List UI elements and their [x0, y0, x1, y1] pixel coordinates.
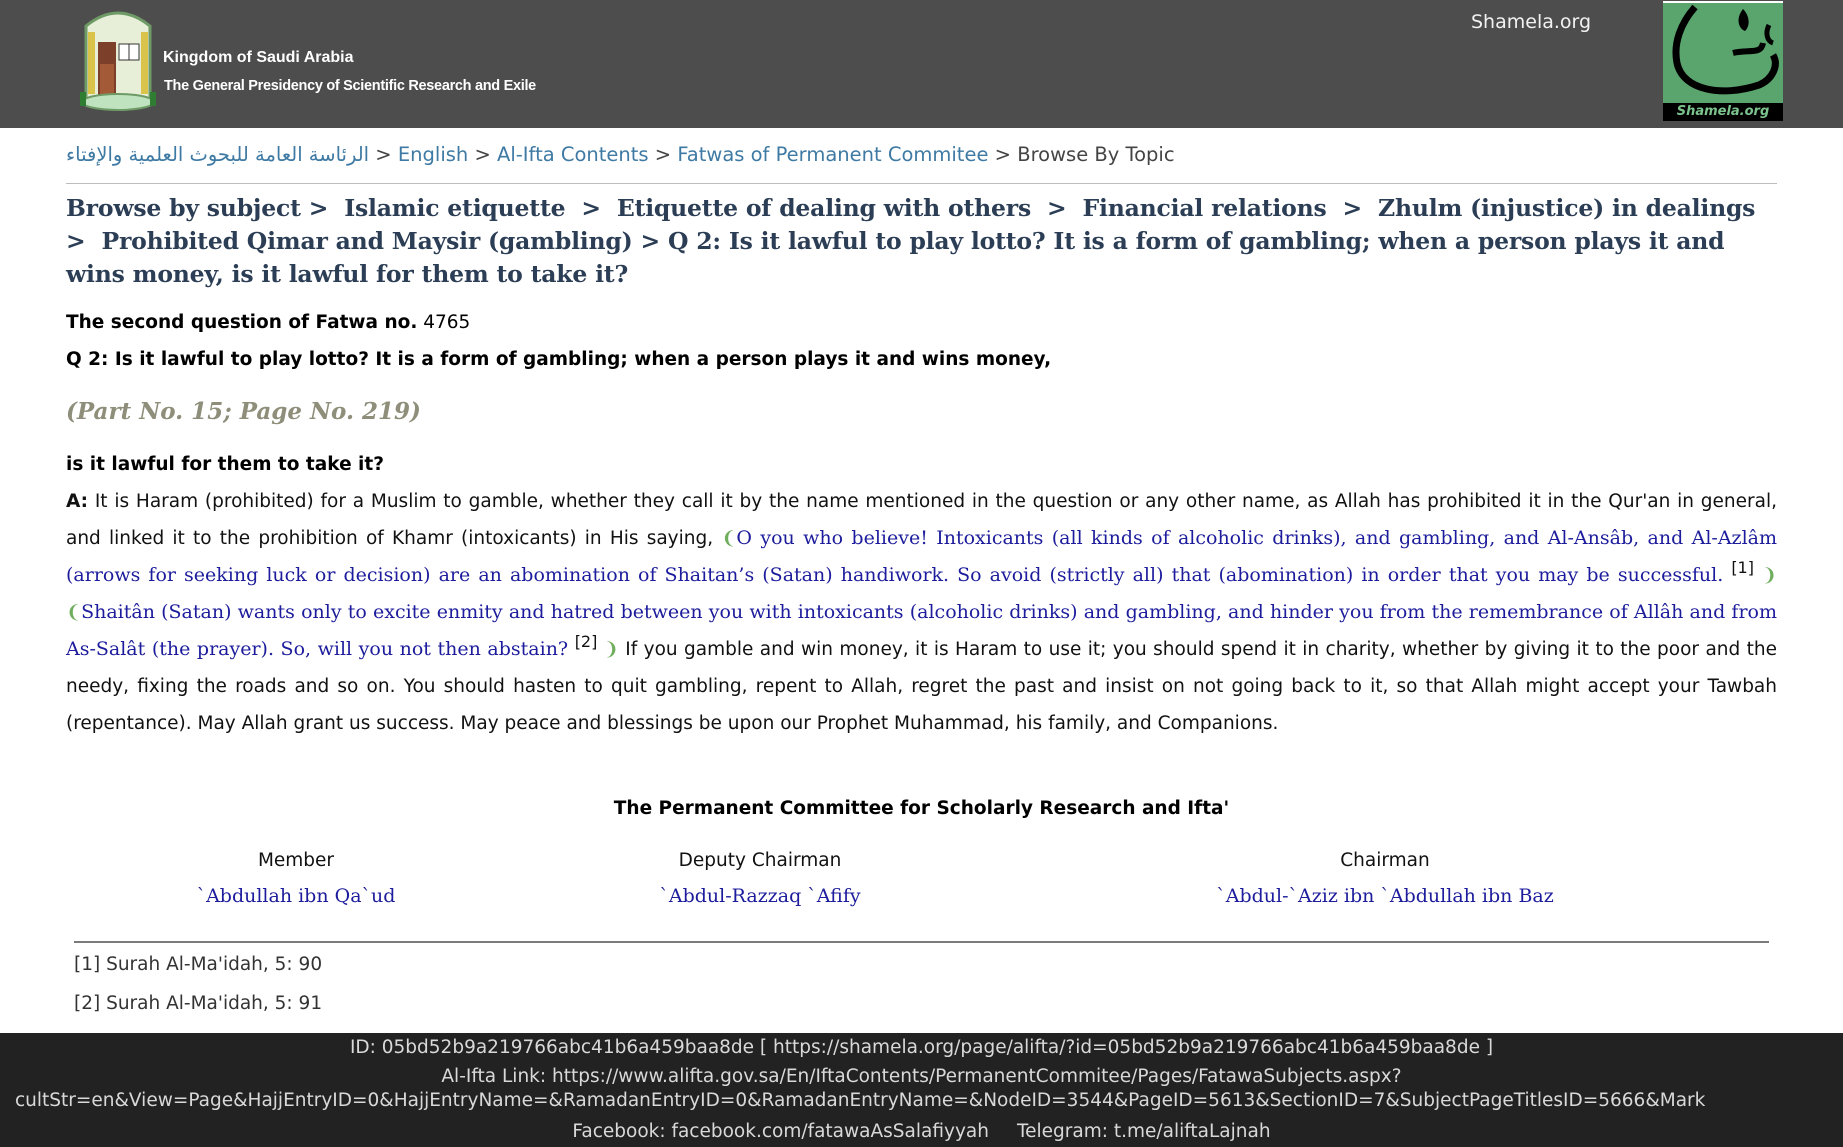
page-reference: (Part No. 15; Page No. 219) [66, 398, 421, 425]
answer-label: A: [66, 491, 89, 512]
signatory-name[interactable]: `Abdul-Razzaq `Afify [659, 885, 861, 907]
signatory-role: Member [257, 850, 335, 871]
footnote-ref-2[interactable]: [2] [574, 632, 598, 651]
subject-separator: > [66, 227, 94, 255]
fatwa-number-label: The second question of Fatwa no. [66, 312, 418, 333]
footnotes-divider [74, 941, 1769, 943]
breadcrumb-separator: > [468, 143, 498, 166]
breadcrumb-separator: > [648, 143, 678, 166]
signatory-deputy-chairman [630, 850, 890, 907]
quran-bracket-close-icon: ❩ [603, 639, 619, 660]
signatory-member [166, 850, 426, 907]
answer-intro: It is Haram (prohibited) for a Muslim to gamble, whether they call it by the name mentioned in the question or any other name, as Allah has prohibited it in the Qur'an in general, and linked it to the prohibition of Khamr (intoxicants) in His saying, [66, 491, 1777, 549]
footer-alifta-link-line1[interactable]: Al-Ifta Link: https://www.alifta.gov.sa/En/IftaContents/PermanentCommitee/Pages/FatawaSubjects.aspx? [441, 1066, 1402, 1087]
page-footer [0, 1033, 1843, 1147]
subject-separator: > [308, 194, 329, 222]
quran-bracket-open-icon: ❨ [721, 528, 737, 549]
breadcrumb-separator: > [988, 143, 1018, 166]
signatory-name[interactable]: `Abdul-`Aziz ibn `Abdullah ibn Baz [1216, 885, 1554, 907]
fatwa-number-line [66, 312, 470, 333]
subject-separator: > [1039, 194, 1075, 222]
breadcrumb-arabic-home[interactable]: الرئاسة العامة للبحوث العلمية والإفتاء [66, 143, 370, 166]
answer-rest: If you gamble and win money, it is Haram to use it; you should spend it in charity, whether by giving it to the poor and the needy, fixing the roads and so on. You should hasten to quit gambling, repent to Allah, regret the past and insist on not going back to it, so that Allah might accept your Tawbah (repentance). May Allah grant us success. May peace and blessings be upon our Prophet Muhammad, his family, and Companions. [66, 639, 1778, 734]
footer-social-links [0, 1121, 1843, 1142]
subject-separator: > [573, 194, 609, 222]
breadcrumb-english[interactable]: English [397, 143, 469, 166]
subject-browse-by-subject[interactable]: Browse by subject [66, 194, 301, 222]
site-header [0, 0, 1843, 128]
signatory-role: Chairman [1340, 850, 1430, 871]
subject-zhulm-in-dealings[interactable]: Zhulm (injustice) in dealings [1378, 194, 1756, 222]
signatory-chairman [1160, 850, 1610, 907]
subject-financial-relations[interactable]: Financial relations [1082, 194, 1327, 222]
footer-telegram-link[interactable]: Telegram: t.me/aliftaLajnah [1016, 1121, 1271, 1142]
footer-facebook-link[interactable]: Facebook: facebook.com/fatawaAsSalafiyyah [572, 1121, 989, 1142]
question-part-2: is it lawful for them to take it? [66, 454, 384, 475]
answer-body [66, 483, 1777, 742]
footer-alifta-link-line2[interactable]: cultStr=en&View=Page&HajjEntryID=0&HajjEntryName=&RamadanEntryID=0&RamadanEntryName=&NodeID=3544&PageID=5613&SectionID=7&SubjectPageTitlesID=5666&Mark [15, 1090, 1706, 1111]
subject-path [66, 192, 1777, 291]
breadcrumb-fatwas-permanent-committee[interactable]: Fatwas of Permanent Commitee [677, 143, 989, 166]
shamela-calligraphy-icon [1663, 3, 1783, 105]
shamela-site-link[interactable]: Shamela.org [1471, 11, 1592, 33]
footnote-ref-1[interactable]: [1] [1731, 558, 1754, 577]
footnote-2: [2] Surah Al-Ma'idah, 5: 91 [74, 993, 323, 1014]
breadcrumb-alifta-contents[interactable]: Al-Ifta Contents [497, 143, 649, 166]
quran-bracket-mid-icon: ❩❨ [66, 565, 1777, 623]
question-part-1: Q 2: Is it lawful to play lotto? It is a form of gambling; when a person plays it and wins money, [66, 349, 1052, 370]
emblem-title: Kingdom of Saudi Arabia [163, 49, 354, 66]
signatory-role: Deputy Chairman [678, 850, 842, 871]
footer-id-line: ID: 05bd52b9a219766abc41b6a459baa8de [ https://shamela.org/page/alifta/?id=05bd52b9a219766abc41b6a459baa8de ] [349, 1037, 1494, 1058]
subject-etiquette-dealing-others[interactable]: Etiquette of dealing with others [616, 194, 1032, 222]
footnote-1: [1] Surah Al-Ma'idah, 5: 90 [74, 954, 323, 975]
subject-separator: > [1334, 194, 1371, 222]
saudi-emblem-logo [78, 4, 158, 112]
subject-islamic-etiquette[interactable]: Islamic etiquette [344, 194, 566, 222]
breadcrumb [66, 143, 1175, 166]
committee-title: The Permanent Committee for Scholarly Research and Ifta' [613, 798, 1230, 819]
shamela-logo[interactable] [1663, 1, 1783, 121]
signatory-name[interactable]: `Abdullah ibn Qa`ud [196, 885, 396, 907]
emblem-subtitle: The General Presidency of Scientific Research and Exile [164, 78, 536, 94]
subject-current-question: > Q 2: Is it lawful to play lotto? It is a form of gambling; when a person plays it and wins money, is it lawful for them to take it? [66, 227, 1725, 288]
quran-ayah-2: Shaitân (Satan) wants only to excite enmity and hatred between you with intoxicants (alcoholic drinks) and gambling, and hinder you from the remembrance of Allâh and from As-Salât (the prayer). So, will you not then abstain? [66, 601, 1777, 660]
fatwa-number: 4765 [423, 312, 471, 333]
breadcrumb-divider [66, 183, 1777, 184]
quran-ayah-1: O you who believe! Intoxicants (all kinds of alcoholic drinks), and gambling, and Al-Ansâb, and Al-Azlâm (arrows for seeking luck or decision) are an abomination of Shaitan’s (Satan) handiwork. So avoid (strictly all) that (abomination) in order that you may be successful. [66, 527, 1777, 586]
shamela-logo-text: Shamela.org [1663, 103, 1783, 121]
breadcrumb-current: Browse By Topic [1017, 143, 1175, 166]
breadcrumb-separator: > [369, 143, 398, 166]
subject-prohibited-qimar-maysir[interactable]: Prohibited Qimar and Maysir (gambling) [101, 227, 633, 255]
